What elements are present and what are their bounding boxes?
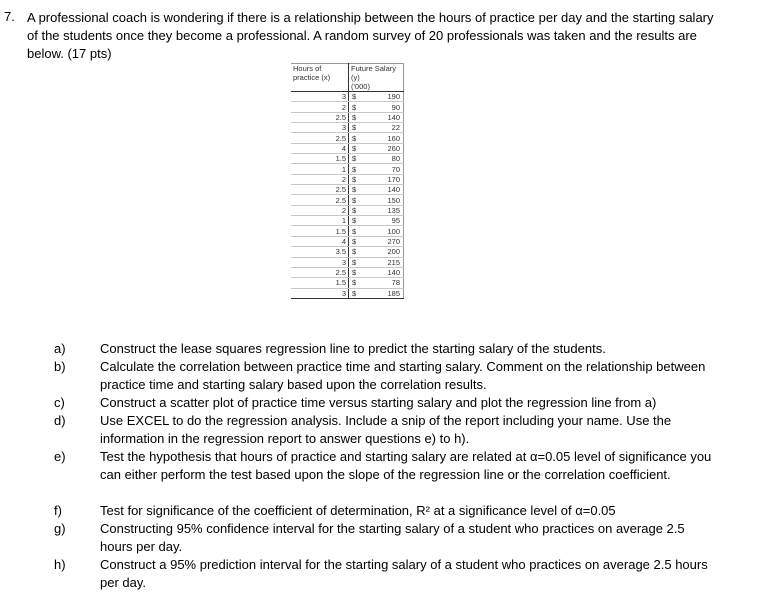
salary-cell: 78 bbox=[364, 278, 404, 288]
table-row bbox=[291, 185, 404, 195]
currency-cell: $ bbox=[349, 133, 365, 143]
currency-cell: $ bbox=[349, 154, 365, 164]
sub-question-text: Construct a scatter plot of practice time versus starting salary and plot the regression line from a) bbox=[100, 395, 657, 410]
hours-cell: 3 bbox=[291, 123, 349, 133]
hours-cell: 2 bbox=[291, 205, 349, 215]
currency-cell: $ bbox=[349, 92, 365, 102]
table-row bbox=[291, 247, 404, 257]
hours-cell: 3 bbox=[291, 92, 349, 102]
currency-cell: $ bbox=[349, 102, 365, 112]
sub-question-label: f) bbox=[54, 503, 62, 518]
table-row bbox=[291, 257, 404, 267]
sub-question-text: Construct the lease squares regression line to predict the starting salary of the students. bbox=[100, 341, 606, 356]
salary-cell: 140 bbox=[364, 112, 404, 122]
table-row bbox=[291, 216, 404, 226]
question-text: A professional coach is wondering if there is a relationship between the hours of practice per day and the starting salary of the students once they become a professional. A random survey of 20 professionals was taken and the results are below. (17 pts) bbox=[27, 10, 714, 61]
salary-cell: 80 bbox=[364, 154, 404, 164]
table-row bbox=[291, 154, 404, 164]
table-row bbox=[291, 267, 404, 277]
hours-cell: 2.5 bbox=[291, 112, 349, 122]
salary-cell: 95 bbox=[364, 216, 404, 226]
header-hours-line2: practice (x) bbox=[293, 73, 331, 82]
sub-question-text: Constructing 95% confidence interval for the starting salary of a student who practices on average 2.5 hours per day. bbox=[100, 521, 685, 554]
hours-cell: 2.5 bbox=[291, 185, 349, 195]
currency-cell: $ bbox=[349, 112, 365, 122]
sub-question-label: a) bbox=[54, 341, 66, 356]
salary-cell: 22 bbox=[364, 123, 404, 133]
hours-cell: 3 bbox=[291, 288, 349, 298]
table-row bbox=[291, 112, 404, 122]
hours-cell: 1 bbox=[291, 164, 349, 174]
table-row bbox=[291, 164, 404, 174]
hours-cell: 2 bbox=[291, 174, 349, 184]
sub-question-label: d) bbox=[54, 413, 66, 428]
header-salary-line2: ('000) bbox=[351, 82, 370, 91]
salary-cell: 185 bbox=[364, 288, 404, 298]
salary-cell: 160 bbox=[364, 133, 404, 143]
sub-question-label: e) bbox=[54, 449, 66, 464]
hours-cell: 1.5 bbox=[291, 154, 349, 164]
sub-question-label: b) bbox=[54, 359, 66, 374]
currency-cell: $ bbox=[349, 247, 365, 257]
table-row bbox=[291, 205, 404, 215]
table-row bbox=[291, 143, 404, 153]
hours-cell: 2.5 bbox=[291, 195, 349, 205]
currency-cell: $ bbox=[349, 185, 365, 195]
currency-cell: $ bbox=[349, 257, 365, 267]
currency-cell: $ bbox=[349, 143, 365, 153]
currency-cell: $ bbox=[349, 195, 365, 205]
header-hours bbox=[291, 64, 349, 92]
hours-cell: 1.5 bbox=[291, 226, 349, 236]
salary-cell: 260 bbox=[364, 143, 404, 153]
hours-cell: 4 bbox=[291, 143, 349, 153]
header-salary bbox=[349, 64, 404, 92]
header-salary-line1: Future Salary (y) bbox=[351, 64, 397, 82]
salary-cell: 200 bbox=[364, 247, 404, 257]
salary-cell: 190 bbox=[364, 92, 404, 102]
salary-cell: 140 bbox=[364, 185, 404, 195]
table-row bbox=[291, 123, 404, 133]
data-table-container bbox=[291, 63, 404, 299]
table-row bbox=[291, 133, 404, 143]
salary-cell: 140 bbox=[364, 267, 404, 277]
currency-cell: $ bbox=[349, 216, 365, 226]
currency-cell: $ bbox=[349, 278, 365, 288]
currency-cell: $ bbox=[349, 164, 365, 174]
sub-question-text: Use EXCEL to do the regression analysis. Include a snip of the report including your name. Use the information in the regression report to answer questions e) to h). bbox=[100, 413, 672, 446]
table-row bbox=[291, 102, 404, 112]
currency-cell: $ bbox=[349, 288, 365, 298]
header-hours-line1: Hours of bbox=[293, 64, 322, 73]
hours-cell: 2 bbox=[291, 102, 349, 112]
hours-cell: 2.5 bbox=[291, 133, 349, 143]
sub-question-label: c) bbox=[54, 395, 65, 410]
hours-cell: 2.5 bbox=[291, 267, 349, 277]
currency-cell: $ bbox=[349, 174, 365, 184]
salary-cell: 135 bbox=[364, 205, 404, 215]
table-row bbox=[291, 174, 404, 184]
salary-cell: 70 bbox=[364, 164, 404, 174]
table-row bbox=[291, 92, 404, 102]
sub-question-text: Test the hypothesis that hours of practice and starting salary are related at α=0.05 level of significance you can either perform the test based upon the slope of the regression line or the correlation coefficient. bbox=[100, 449, 712, 482]
salary-cell: 215 bbox=[364, 257, 404, 267]
salary-cell: 270 bbox=[364, 236, 404, 246]
hours-cell: 4 bbox=[291, 236, 349, 246]
currency-cell: $ bbox=[349, 123, 365, 133]
table-row bbox=[291, 226, 404, 236]
table-row bbox=[291, 236, 404, 246]
data-table bbox=[291, 63, 404, 299]
currency-cell: $ bbox=[349, 226, 365, 236]
currency-cell: $ bbox=[349, 267, 365, 277]
currency-cell: $ bbox=[349, 205, 365, 215]
salary-cell: 100 bbox=[364, 226, 404, 236]
table-row bbox=[291, 195, 404, 205]
hours-cell: 1 bbox=[291, 216, 349, 226]
table-row bbox=[291, 288, 404, 298]
sub-question-label: g) bbox=[54, 521, 66, 536]
currency-cell: $ bbox=[349, 236, 365, 246]
hours-cell: 1.5 bbox=[291, 278, 349, 288]
sub-question-text: Construct a 95% prediction interval for the starting salary of a student who practices on average 2.5 hours per day. bbox=[100, 557, 708, 590]
sub-question-text: Test for significance of the coefficient of determination, R² at a significance level of α=0.05 bbox=[100, 503, 616, 518]
sub-question-label: h) bbox=[54, 557, 66, 572]
table-row bbox=[291, 278, 404, 288]
sub-question-text: Calculate the correlation between practice time and starting salary. Comment on the relationship between practice time and starting salary based upon the correlation results. bbox=[100, 359, 706, 392]
salary-cell: 170 bbox=[364, 174, 404, 184]
salary-cell: 150 bbox=[364, 195, 404, 205]
table-header-row bbox=[291, 64, 404, 92]
hours-cell: 3 bbox=[291, 257, 349, 267]
question-number: 7. bbox=[4, 9, 15, 24]
hours-cell: 3.5 bbox=[291, 247, 349, 257]
salary-cell: 90 bbox=[364, 102, 404, 112]
